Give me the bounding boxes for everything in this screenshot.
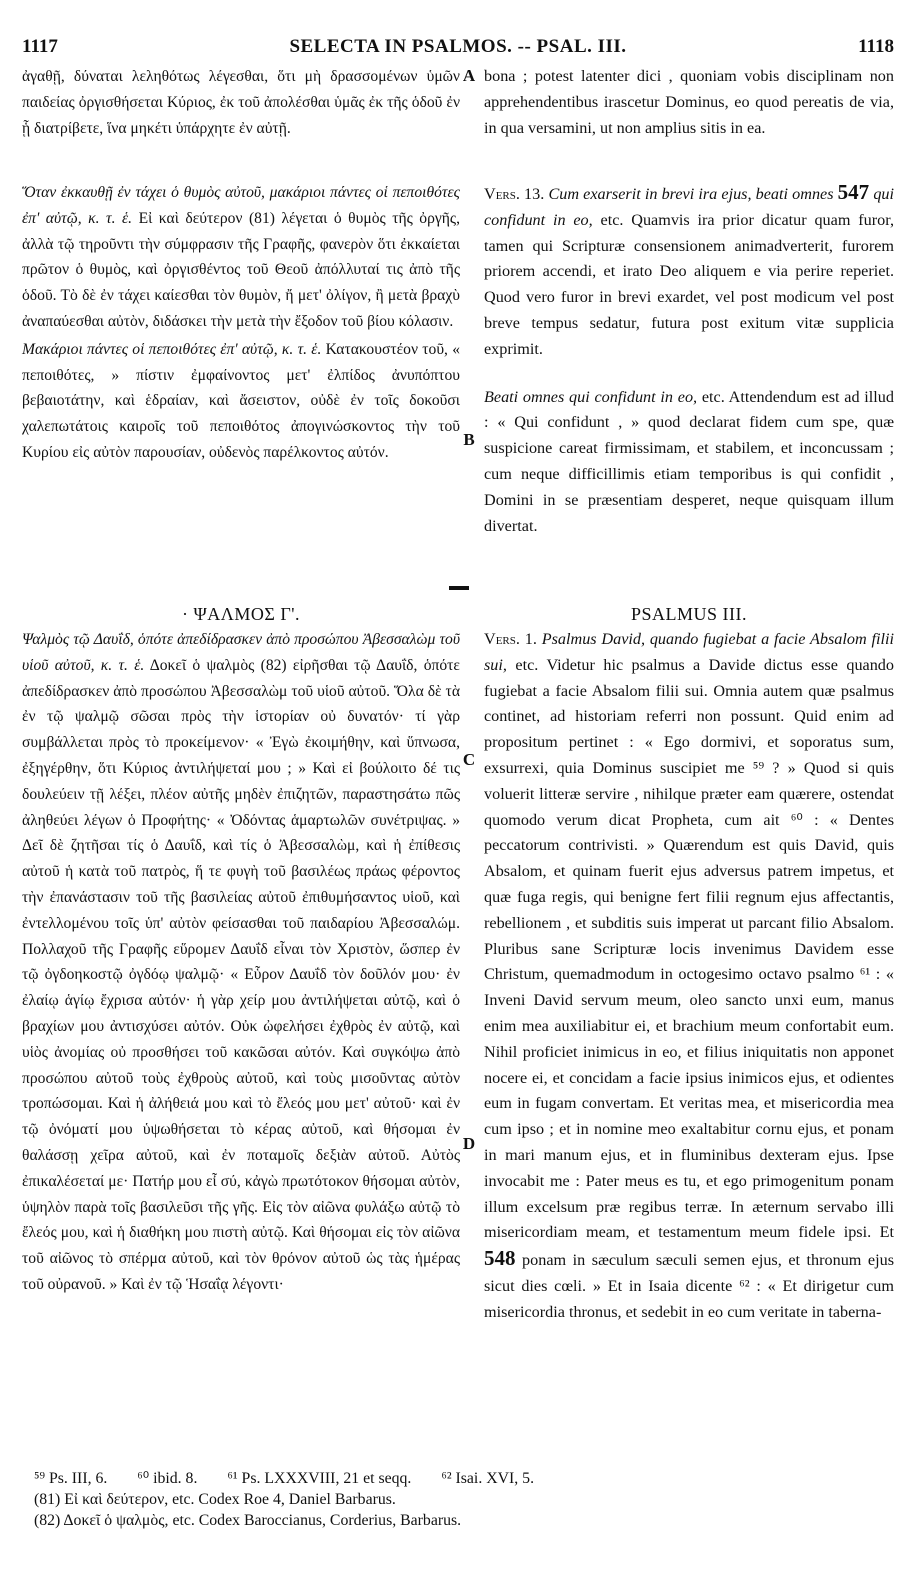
margin-marker-d: D bbox=[462, 1134, 476, 1153]
scripture-references bbox=[34, 1468, 534, 1489]
column-number: 547 bbox=[837, 180, 870, 204]
running-title: SELECTA IN PSALMOS. -- PSAL. III. bbox=[289, 36, 627, 57]
greek-column-block-2 bbox=[22, 180, 460, 466]
greek-commentary: Εἰ καὶ δεύτερον (81) λέγεται ὁ θυμὸς τῆς ὀργῆς, ἀλλὰ τῷ τηροῦντι τὴν σύμφρασιν τῆς Γραφῆς, φανερὸν ὅτι ἐκκαίεται πρῶτον ὁ θυμὸς, καὶ ὀργισθέντος τοῦ Θεοῦ ἀπόλλυταί τις ἀπὸ τῆς ὁδοῦ. Τὸ δὲ ἐν τάχει καίεσθαι τὸν θυμὸν, ἤ μετ' ὀλίγον, ἢ μετὰ βραχὺ ἀναπαύεσθαι αὐτὸν, διδάσκει τὴν μετὰ τὴν ἔξοδον τοῦ βίου κόλασιν. bbox=[22, 209, 461, 330]
latin-paragraph bbox=[484, 385, 894, 540]
section-divider bbox=[449, 586, 469, 590]
greek-paragraph bbox=[22, 337, 460, 466]
latin-paragraph: bona ; potest latenter dici , quoniam vobis disciplinam non apprehendentibus irascetur Dominus, eo quod pereatis de via, in qua versamini, ut non amplius sitis in ea. bbox=[484, 67, 894, 137]
margin-marker-a: A bbox=[462, 66, 476, 85]
greek-paragraph bbox=[22, 180, 460, 335]
latin-column-block-2 bbox=[484, 180, 894, 539]
verse-label: Vers. 1. bbox=[484, 630, 537, 648]
margin-marker-b: B bbox=[463, 430, 475, 449]
greek-column-block-3 bbox=[22, 604, 460, 1298]
latin-paragraph bbox=[484, 180, 894, 363]
latin-column-block-1 bbox=[484, 64, 894, 141]
footnote-ref: ⁶² Isai. XVI, 5. bbox=[441, 1470, 535, 1487]
left-page-number: 1117 bbox=[22, 36, 58, 57]
column-number: 548 bbox=[484, 1246, 516, 1271]
latin-lemma: Cum exarserit in brevi ira ejus, beati omnes bbox=[548, 185, 834, 203]
right-page-number: 1118 bbox=[858, 36, 894, 57]
greek-commentary: Κατακουστέον τοῦ, « πεποιθότες, » πίστιν ἐμφαίνοντος μετ' ἐλπίδος ἀνυπόπτου βεβαιοτάτην, καὶ ἑδραίαν, καὶ ἄσειστον, οὐδὲ ἐν τοῖς δοκοῦσι χαλεπωτάτοις καιροῖς τοῦ πεποιθότος ἀπογινώσκοντος τὴν τοῦ Κυρίου εἰς αὐτὸν παρουσίαν, οὐδενὸς παρέλκοντος αὐτόν. bbox=[22, 340, 460, 461]
latin-lemma: qui confidunt in eo, bbox=[484, 185, 894, 229]
latin-section-title: PSALMUS III. bbox=[630, 604, 747, 624]
footnote-ref: ⁵⁹ Ps. III, 6. bbox=[34, 1470, 108, 1487]
footnote-81: (81) Εἰ καὶ δεύτερον, etc. Codex Roe 4, Daniel Barbarus. bbox=[34, 1491, 396, 1508]
footnote-ref: ⁶¹ Ps. LXXXVIII, 21 et seqq. bbox=[227, 1470, 412, 1487]
latin-lemma: Beati omnes qui confidunt in eo, bbox=[484, 387, 698, 406]
latin-commentary: etc. Videtur hic psalmus a Davide dictus esse quando fugiebat a facie Absalom filii sui. Omnia autem quæ psalmus continet, ad historiam referri non possunt. Quid enim ad propositum pertinet : « Ego dormivi, et soporatus sum, exsurrexi, quia Dominus suscipiet me ⁵⁹ ? » Quod si quis voluerit litteræ servire , nihilque præter eam quærere, ostendat quomodo verum dicat Propheta, cum ait ⁶⁰ : « Dentes peccatorum contrivisti. » Quærendum est quis David, quis Absalom, et quinam fuerit ejus adversus patrem impetus, et quæ fuga regis, qui benigne fert filii regnum ejus affectantis, rebellionem , et subditis suis imperat ut parcant filio Absalom. Pluribus sane Scripturæ locis invenimus Davidem esse Christum, quemadmodum in octogesimo octavo psalmo ⁶¹ : « Inveni David servum meum, oleo sancto unxi eum, manus enim mea auxiliabitur ei, et brachium meum confortabit eum. Nihil proficiet inimicus in eo, et filius iniquitatis non apponet nocere ei, et concidam a facie ipsius inimicos ejus, et odientes eum in fugam convertam. Et veritas mea, et misericordia mea cum ipso ; et in nomine meo exaltabitur cornu ejus, et ponam in mari manum ejus, et in fluminibus dexteram ejus. Ipse invocabit me : Pater meus es tu, et ego primogenitum ponam illum excelsum præ regibus terræ. In æternum servabo illi misericordiam meam, et testamentum meum fidele ipsi. Et bbox=[484, 655, 894, 1242]
greek-lemma: Μακάριοι πάντες οἱ πεποιθότες ἐπ' αὐτῷ, κ. τ. ἑ. bbox=[22, 340, 322, 358]
margin-marker-c: C bbox=[462, 750, 476, 769]
latin-commentary: etc. Quamvis ira prior dicatur quam furor, tamen qui Scripturæ consensionem animadverterit, furorem priorem accendi, et irato Deo aliquem e via perire reperiet. Quod vero furor in brevi exardet, vel post modicum vel post breve tempus sedatur, futura post exitum vitæ supplicia exprimit. bbox=[484, 210, 895, 358]
latin-commentary: ponam in sæculum sæculi semen ejus, et thronum ejus sicut dies cœli. » Et in Isaia dicente ⁶² : « Et dirigetur cum misericordia thronus, et sedebit in eo cum veritate in taberna- bbox=[484, 1251, 895, 1321]
latin-paragraph bbox=[484, 627, 894, 1326]
greek-paragraph bbox=[22, 627, 460, 1298]
latin-commentary: etc. Attendendum est ad illud : « Qui confidunt , » quod declarat fidem cum spe, quæ suspicione careat firmissimam, et stabilem, et inconcussam ; cum neque difficillimis etiam temporibus is qui confidit , Domini in se præsentiam desperet, neque quisquam illum divertat. bbox=[484, 387, 894, 535]
greek-commentary: Δοκεῖ ὁ ψαλμὸς (82) εἰρῆσθαι τῷ Δαυΐδ, ὁπότε ἀπεδίδρασκεν ἀπὸ προσώπου Ἀβεσσαλὼμ τοῦ υἱοῦ αὐτοῦ. Ὅλα δὲ τὰ ἐν τῷ ψαλμῷ σῶσαι πρὸς τὴν ἱστορίαν οὐ δυνατόν· τί γὰρ συμβάλλεται πρὸς τὸ προκείμενον· « Ἐγὼ ἐκοιμήθην, καὶ ὕπνωσα, ἐξηγέρθην, ὅτι Κύριος ἀντιλήψεταί μου ; » Καὶ εἰ βούλοιτο δέ τις δουλεύειν τῇ λέξει, πλέον αὐτῆς μηδὲν ἐπιζητῶν, παραστησάτω πῶς ἀληθεύει λέγων ὁ Προφήτης· « Ὀδόντας ἁμαρτωλῶν συνέτριψας. » Δεῖ δὲ ζητῆσαι τίς ὁ Δαυΐδ, καὶ τίς ὁ Ἀβεσσαλὼμ, καὶ ἡ ἐπίθεσις αὐτοῦ ἡ κατὰ τοῦ πατρὸς, ἥ τε φυγὴ τοῦ βασιλέως πράως φέροντος τὴν ἐπανάστασιν τοῦ τῆς βασιλείας αὐτοῦ ἐπιθυμήσαντος υἱοῦ, καὶ ἐντελλομένου τοῖς ὑπ' αὐτὸν φείσασθαι τοῦ παιδαρίου Ἀβεσσαλώμ. Πολλαχοῦ τῆς Γραφῆς εὕρομεν Δαυΐδ εἶναι τὸν Χριστὸν, ὥσπερ ἐν τῷ ὀγδοηκοστῷ ὀγδόῳ ψαλμῷ· « Εὗρον Δαυΐδ τὸν δοῦλόν μου· ἐν ἐλαίῳ ἁγίῳ ἔχρισα αὐτόν· ἡ γὰρ χείρ μου ἀντιλήψεται αὐτῷ, καὶ ὁ βραχίων μου ἀντισχύσει αὐτόν. Οὐκ ὠφελήσει ἐχθρὸς ἐν αὐτῷ, καὶ υἱὸς ἀνομίας οὐ προσθήσει τοῦ κακῶσαι αὐτόν. Καὶ συγκόψω ἀπὸ προσώπου αὐτοῦ τοὺς ἐχθροὺς αὐτοῦ, καὶ τοὺς μισοῦντας αὐτὸν τροπώσομαι. Καὶ ἡ ἀλήθειά μου καὶ τὸ ἔλεός μου μετ' αὐτοῦ· καὶ ἐν τῷ ὀνόματί μου ὑψωθήσεται τὸ κέρας αὐτοῦ, καὶ θήσομαι ἐν θαλάσσῃ χεῖρα αὐτοῦ, καὶ ἐν ποταμοῖς δεξιὰν αὐτοῦ. Αὐτὸς ἐπικαλέσεταί με· Πατήρ μου εἶ σύ, κἀγὼ πρωτότοκον θήσομαι αὐτὸν, ὑψηλὸν παρὰ τοῖς βασιλεῦσι τῆς γῆς. Εἰς τὸν αἰῶνα φυλάξω αὐτῷ τὸ ἔλεός μου, καὶ ἡ διαθήκη μου πιστὴ αὐτῷ. Καὶ θήσομαι εἰς τὸν αἰῶνα τοῦ αἰῶνος τὸ σπέρμα αὐτοῦ, καὶ τὸν θρόνον αὐτοῦ ὡς τὰς ἡμέρας τοῦ οὐρανοῦ. » Καὶ ἐν τῷ Ἡσαΐᾳ λέγοντι· bbox=[22, 656, 460, 1293]
verse-label: Vers. 13. bbox=[484, 185, 545, 203]
latin-lemma: Psalmus David, quando fugiebat a facie Absalom filii sui, bbox=[484, 630, 894, 674]
footnotes bbox=[34, 1468, 534, 1531]
footnote-82: (82) Δοκεῖ ὁ ψαλμὸς, etc. Codex Baroccianus, Corderius, Barbarus. bbox=[34, 1512, 462, 1529]
latin-column-block-3 bbox=[484, 604, 894, 1326]
greek-section-title: · ΨΑΛΜΟΣ Γ'. bbox=[182, 604, 300, 624]
greek-paragraph: ἀγαθῇ, δύναται λεληθότως λέγεσθαι, ὅτι μὴ δρασσομένων ὑμῶν παιδείας ὀργισθήσεται Κύριος, ἐκ τοῦ ἀπολέσθαι ὑμᾶς ἐκ τῆς ὁδοῦ ἐν ᾗ διατρίβετε, ἵνα μηκέτι ὑπάρχητε ἐν αὐτῇ. bbox=[22, 68, 460, 137]
greek-lemma: Ψαλμὸς τῷ Δαυΐδ, ὁπότε ἀπεδίδρασκεν ἀπὸ προσώπου Ἀβεσσαλὼμ τοῦ υἱοῦ αὐτοῦ, κ. τ. ἑ. bbox=[22, 631, 460, 674]
footnote-ref: ⁶⁰ ibid. 8. bbox=[137, 1470, 198, 1487]
greek-lemma: Ὅταν ἐκκαυθῇ ἐν τάχει ὁ θυμὸς αὐτοῦ, μακάριοι πάντες οἱ πεποιθότες ἐπ' αὐτῷ, κ. τ. ἑ. bbox=[22, 184, 460, 227]
page-header bbox=[22, 36, 894, 62]
greek-column-block-1 bbox=[22, 64, 460, 141]
